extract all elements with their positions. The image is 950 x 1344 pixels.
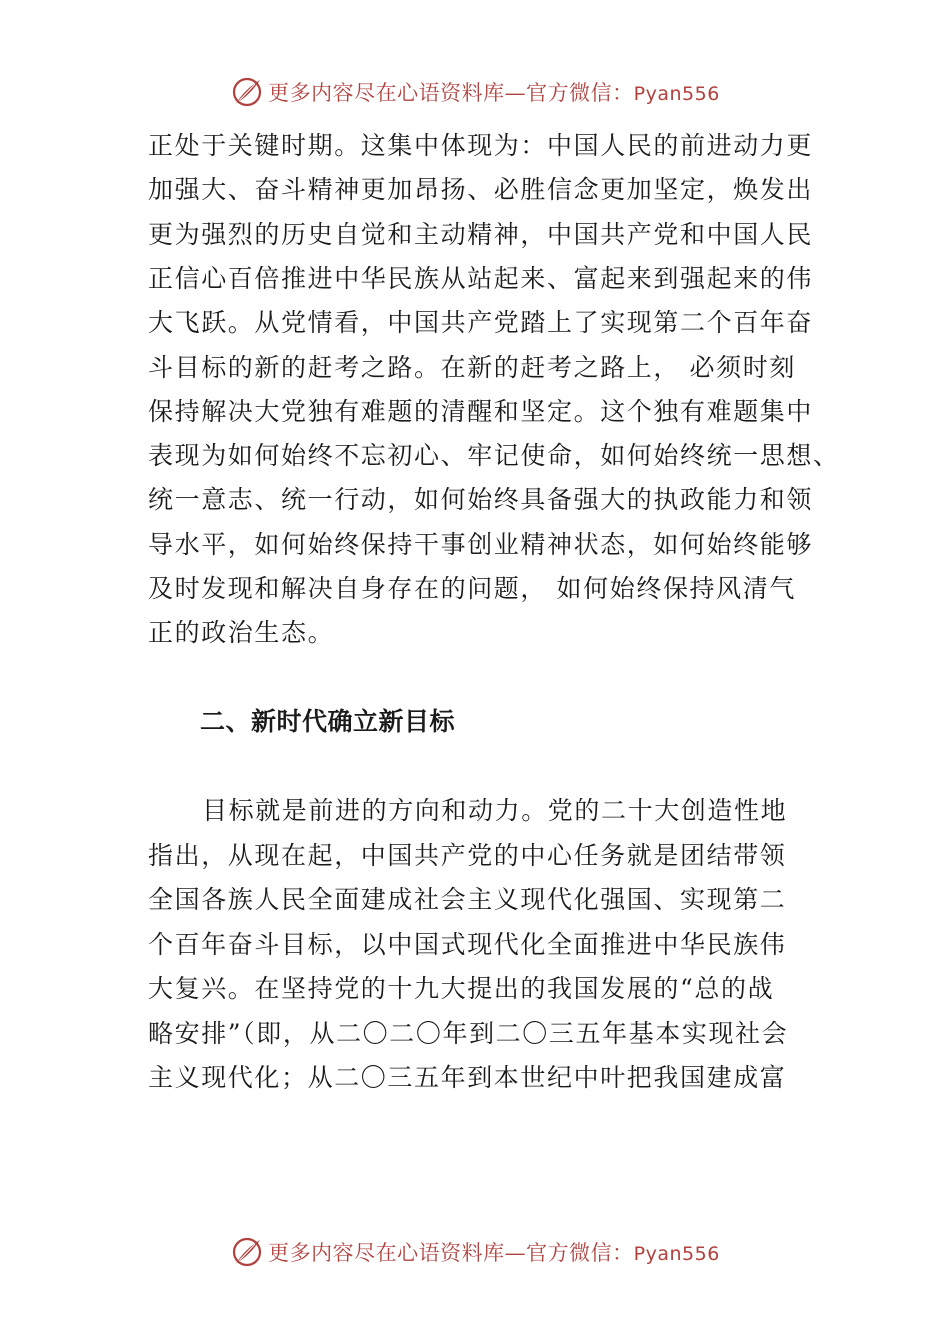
text-line: 正信心百倍推进中华民族从站起来、富起来到强起来的伟 [148,263,814,293]
watermark-id: Pyan556 [633,1243,720,1265]
text-line: 全国各族人民全面建成社会主义现代化强国、实现第二 [148,885,787,914]
text-line: 斗目标的新的赶考之路。在新的赶考之路上， 必须时刻 [148,352,796,382]
text-line: 表现为如何始终不忘初心、牢记使命，如何始终统一思想、 [148,441,840,471]
footer-watermark [0,1232,950,1272]
feather-logo-icon [230,1235,264,1269]
watermark-text: 更多内容尽在心语资料库—官方微信：Pyan556 [268,81,720,105]
text-line: 大飞跃。从党情看，中国共产党踏上了实现第二个百年奋 [148,308,814,338]
text-line: 统一意志、统一行动，如何始终具备强大的执政能力和领 [148,485,814,515]
text-line: 更为强烈的历史自觉和主动精神，中国共产党和中国人民 [148,219,814,249]
text-line: 主义现代化；从二〇三五年到本世纪中叶把我国建成富 [148,1063,787,1092]
text-line: 个百年奋斗目标，以中国式现代化全面推进中华民族伟 [148,929,787,959]
watermark-id: Pyan556 [633,83,720,105]
header-watermark [0,72,950,112]
section-heading: 二、新时代确立新目标 [200,707,456,736]
text-line: 导水平，如何始终保持干事创业精神状态，如何始终能够 [148,529,814,559]
watermark-text: 更多内容尽在心语资料库—官方微信：Pyan556 [268,1241,720,1265]
text-line: 指出，从现在起，中国共产党的中心任务就是团结带领 [148,840,787,870]
text-line: 正处于关键时期。这集中体现为：中国人民的前进动力更 [148,131,814,160]
text-line: 保持解决大党独有难题的清醒和坚定。这个独有难题集中 [148,396,814,426]
text-line: 正的政治生态。 [148,618,335,648]
text-line: 及时发现和解决自身存在的问题， 如何始终保持风清气 [148,574,796,603]
text-line: 目标就是前进的方向和动力。党的二十大创造性地 [202,796,788,825]
text-line: 大复兴。在坚持党的十九大提出的我国发展的“总的战 [148,974,775,1003]
text-line: 略安排”（即，从二〇二〇年到二〇三五年基本实现社会 [148,1018,789,1048]
feather-logo-icon [230,75,264,109]
text-line: 加强大、奋斗精神更加昂扬、必胜信念更加坚定，焕发出 [148,175,814,205]
